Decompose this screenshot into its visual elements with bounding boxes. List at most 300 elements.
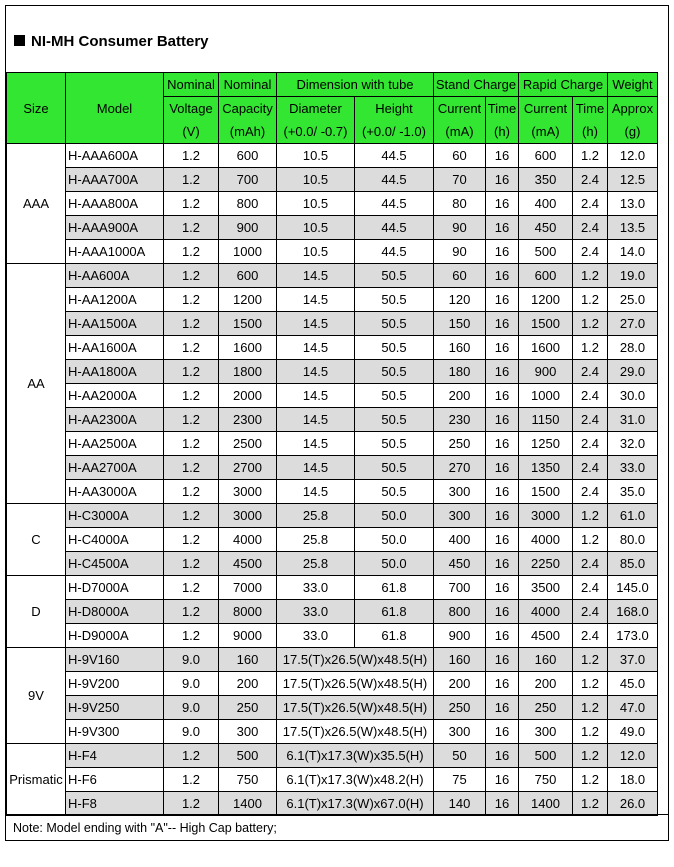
rapid-current-cell: 1250	[519, 432, 573, 456]
capacity-cell: 1600	[219, 336, 277, 360]
stand-time-cell: 16	[486, 192, 519, 216]
stand-current-cell: 60	[434, 264, 486, 288]
stand-time-cell: 16	[486, 528, 519, 552]
rapid-time-cell: 2.4	[573, 456, 608, 480]
rapid-current-cell: 350	[519, 168, 573, 192]
capacity-cell: 1400	[219, 792, 277, 816]
stand-time-cell: 16	[486, 672, 519, 696]
weight-cell: 145.0	[608, 576, 658, 600]
voltage-cell: 1.2	[164, 600, 219, 624]
stand-time-cell: 16	[486, 648, 519, 672]
stand-current-cell: 70	[434, 168, 486, 192]
height-cell: 44.5	[355, 144, 434, 168]
header-height-2: (+0.0/ -1.0)	[355, 120, 434, 144]
height-cell: 44.5	[355, 240, 434, 264]
rapid-time-cell: 1.2	[573, 768, 608, 792]
table-row	[7, 768, 658, 792]
stand-current-cell: 450	[434, 552, 486, 576]
weight-cell: 26.0	[608, 792, 658, 816]
rapid-current-cell: 450	[519, 216, 573, 240]
stand-current-cell: 300	[434, 720, 486, 744]
weight-cell: 25.0	[608, 288, 658, 312]
rapid-time-cell: 1.2	[573, 720, 608, 744]
table-row	[7, 744, 658, 768]
model-cell: H-C4500A	[66, 552, 164, 576]
model-cell: H-F8	[66, 792, 164, 816]
rapid-current-cell: 1150	[519, 408, 573, 432]
diameter-cell: 33.0	[277, 600, 355, 624]
stand-current-cell: 160	[434, 336, 486, 360]
model-cell: H-AA3000A	[66, 480, 164, 504]
model-cell: H-AAA800A	[66, 192, 164, 216]
rapid-time-cell: 2.4	[573, 552, 608, 576]
rapid-current-cell: 600	[519, 144, 573, 168]
battery-spec-table	[6, 72, 658, 816]
table-row	[7, 672, 658, 696]
table-row	[7, 168, 658, 192]
voltage-cell: 1.2	[164, 216, 219, 240]
table-row	[7, 792, 658, 816]
height-cell: 61.8	[355, 600, 434, 624]
stand-time-cell: 16	[486, 456, 519, 480]
table-row	[7, 408, 658, 432]
header-capacity-2: Capacity	[219, 97, 277, 121]
table-row	[7, 144, 658, 168]
rapid-current-cell: 900	[519, 360, 573, 384]
dimension-cell: 6.1(T)x17.3(W)x48.2(H)	[277, 768, 434, 792]
weight-cell: 29.0	[608, 360, 658, 384]
rapid-current-cell: 250	[519, 696, 573, 720]
height-cell: 50.5	[355, 312, 434, 336]
table-row	[7, 216, 658, 240]
weight-cell: 33.0	[608, 456, 658, 480]
rapid-time-cell: 2.4	[573, 240, 608, 264]
capacity-cell: 700	[219, 168, 277, 192]
stand-time-cell: 16	[486, 288, 519, 312]
model-cell: H-AA2500A	[66, 432, 164, 456]
rapid-time-cell: 2.4	[573, 432, 608, 456]
table-row	[7, 600, 658, 624]
table-row	[7, 384, 658, 408]
rapid-time-cell: 2.4	[573, 384, 608, 408]
rapid-time-cell: 1.2	[573, 672, 608, 696]
weight-cell: 31.0	[608, 408, 658, 432]
diameter-cell: 10.5	[277, 192, 355, 216]
height-cell: 50.5	[355, 360, 434, 384]
weight-cell: 80.0	[608, 528, 658, 552]
capacity-cell: 3000	[219, 480, 277, 504]
weight-cell: 14.0	[608, 240, 658, 264]
voltage-cell: 1.2	[164, 192, 219, 216]
weight-cell: 173.0	[608, 624, 658, 648]
height-cell: 50.5	[355, 264, 434, 288]
capacity-cell: 900	[219, 216, 277, 240]
weight-cell: 37.0	[608, 648, 658, 672]
voltage-cell: 1.2	[164, 480, 219, 504]
weight-cell: 18.0	[608, 768, 658, 792]
stand-current-cell: 75	[434, 768, 486, 792]
height-cell: 50.5	[355, 432, 434, 456]
model-cell: H-AAA900A	[66, 216, 164, 240]
model-cell: H-D7000A	[66, 576, 164, 600]
table-row	[7, 288, 658, 312]
size-cell: Prismatic	[7, 744, 66, 816]
header-capacity-1: Nominal	[219, 73, 277, 97]
spec-sheet	[5, 5, 669, 841]
footnote	[6, 814, 668, 841]
stand-time-cell: 16	[486, 384, 519, 408]
voltage-cell: 1.2	[164, 288, 219, 312]
height-cell: 50.0	[355, 504, 434, 528]
header-rapid-time-1: Time	[573, 97, 608, 121]
stand-current-cell: 400	[434, 528, 486, 552]
stand-time-cell: 16	[486, 792, 519, 816]
capacity-cell: 9000	[219, 624, 277, 648]
voltage-cell: 1.2	[164, 408, 219, 432]
rapid-time-cell: 2.4	[573, 624, 608, 648]
diameter-cell: 33.0	[277, 576, 355, 600]
capacity-cell: 800	[219, 192, 277, 216]
stand-time-cell: 16	[486, 408, 519, 432]
model-cell: H-AA1500A	[66, 312, 164, 336]
weight-cell: 12.0	[608, 744, 658, 768]
header-voltage-2: Voltage	[164, 97, 219, 121]
voltage-cell: 9.0	[164, 720, 219, 744]
diameter-cell: 14.5	[277, 264, 355, 288]
square-bullet-icon	[14, 35, 25, 46]
voltage-cell: 1.2	[164, 504, 219, 528]
capacity-cell: 2500	[219, 432, 277, 456]
stand-current-cell: 150	[434, 312, 486, 336]
rapid-time-cell: 2.4	[573, 576, 608, 600]
stand-current-cell: 140	[434, 792, 486, 816]
weight-cell: 28.0	[608, 336, 658, 360]
stand-current-cell: 250	[434, 696, 486, 720]
weight-cell: 12.5	[608, 168, 658, 192]
header-rapid-current-2: (mA)	[519, 120, 573, 144]
size-cell: D	[7, 576, 66, 648]
model-cell: H-9V200	[66, 672, 164, 696]
voltage-cell: 1.2	[164, 744, 219, 768]
height-cell: 44.5	[355, 168, 434, 192]
voltage-cell: 1.2	[164, 792, 219, 816]
height-cell: 50.0	[355, 552, 434, 576]
table-row	[7, 336, 658, 360]
capacity-cell: 1000	[219, 240, 277, 264]
diameter-cell: 14.5	[277, 384, 355, 408]
weight-cell: 13.5	[608, 216, 658, 240]
model-cell: H-9V250	[66, 696, 164, 720]
rapid-current-cell: 500	[519, 744, 573, 768]
model-cell: H-9V160	[66, 648, 164, 672]
dimension-cell: 17.5(T)x26.5(W)x48.5(H)	[277, 720, 434, 744]
stand-current-cell: 270	[434, 456, 486, 480]
capacity-cell: 2700	[219, 456, 277, 480]
header-voltage-3: (V)	[164, 120, 219, 144]
height-cell: 44.5	[355, 192, 434, 216]
diameter-cell: 14.5	[277, 312, 355, 336]
stand-current-cell: 900	[434, 624, 486, 648]
header-weight-3: (g)	[608, 120, 658, 144]
diameter-cell: 10.5	[277, 144, 355, 168]
stand-current-cell: 90	[434, 240, 486, 264]
rapid-current-cell: 400	[519, 192, 573, 216]
capacity-cell: 4000	[219, 528, 277, 552]
voltage-cell: 1.2	[164, 144, 219, 168]
capacity-cell: 500	[219, 744, 277, 768]
rapid-current-cell: 4000	[519, 528, 573, 552]
rapid-current-cell: 160	[519, 648, 573, 672]
stand-time-cell: 16	[486, 600, 519, 624]
table-row	[7, 432, 658, 456]
rapid-time-cell: 2.4	[573, 192, 608, 216]
model-cell: H-AA1800A	[66, 360, 164, 384]
capacity-cell: 4500	[219, 552, 277, 576]
stand-time-cell: 16	[486, 264, 519, 288]
table-row	[7, 624, 658, 648]
rapid-time-cell: 1.2	[573, 336, 608, 360]
rapid-time-cell: 2.4	[573, 408, 608, 432]
size-cell: C	[7, 504, 66, 576]
stand-time-cell: 16	[486, 744, 519, 768]
voltage-cell: 1.2	[164, 384, 219, 408]
stand-current-cell: 300	[434, 504, 486, 528]
header-model: Model	[66, 73, 164, 144]
capacity-cell: 2000	[219, 384, 277, 408]
model-cell: H-AAA700A	[66, 168, 164, 192]
table-row	[7, 360, 658, 384]
height-cell: 50.5	[355, 384, 434, 408]
weight-cell: 45.0	[608, 672, 658, 696]
voltage-cell: 1.2	[164, 240, 219, 264]
page-title	[14, 33, 209, 50]
capacity-cell: 300	[219, 720, 277, 744]
capacity-cell: 160	[219, 648, 277, 672]
stand-time-cell: 16	[486, 480, 519, 504]
height-cell: 50.5	[355, 456, 434, 480]
voltage-cell: 1.2	[164, 624, 219, 648]
header-row	[7, 73, 658, 97]
capacity-cell: 200	[219, 672, 277, 696]
stand-time-cell: 16	[486, 696, 519, 720]
diameter-cell: 10.5	[277, 168, 355, 192]
stand-time-cell: 16	[486, 768, 519, 792]
model-cell: H-D9000A	[66, 624, 164, 648]
diameter-cell: 14.5	[277, 432, 355, 456]
weight-cell: 30.0	[608, 384, 658, 408]
header-diameter-1: Diameter	[277, 97, 355, 121]
stand-current-cell: 80	[434, 192, 486, 216]
capacity-cell: 600	[219, 264, 277, 288]
rapid-current-cell: 1200	[519, 288, 573, 312]
stand-time-cell: 16	[486, 144, 519, 168]
model-cell: H-AAA1000A	[66, 240, 164, 264]
height-cell: 50.5	[355, 408, 434, 432]
dimension-cell: 6.1(T)x17.3(W)x35.5(H)	[277, 744, 434, 768]
rapid-time-cell: 1.2	[573, 288, 608, 312]
weight-cell: 13.0	[608, 192, 658, 216]
capacity-cell: 3000	[219, 504, 277, 528]
capacity-cell: 1500	[219, 312, 277, 336]
header-voltage-1: Nominal	[164, 73, 219, 97]
rapid-time-cell: 1.2	[573, 504, 608, 528]
header-capacity-3: (mAh)	[219, 120, 277, 144]
diameter-cell: 25.8	[277, 528, 355, 552]
rapid-time-cell: 2.4	[573, 480, 608, 504]
stand-time-cell: 16	[486, 168, 519, 192]
stand-current-cell: 60	[434, 144, 486, 168]
weight-cell: 35.0	[608, 480, 658, 504]
voltage-cell: 1.2	[164, 528, 219, 552]
model-cell: H-F6	[66, 768, 164, 792]
height-cell: 61.8	[355, 624, 434, 648]
voltage-cell: 1.2	[164, 336, 219, 360]
rapid-time-cell: 2.4	[573, 216, 608, 240]
stand-time-cell: 16	[486, 240, 519, 264]
header-height-1: Height	[355, 97, 434, 121]
stand-time-cell: 16	[486, 336, 519, 360]
capacity-cell: 1800	[219, 360, 277, 384]
rapid-current-cell: 2250	[519, 552, 573, 576]
capacity-cell: 750	[219, 768, 277, 792]
voltage-cell: 1.2	[164, 168, 219, 192]
height-cell: 50.5	[355, 288, 434, 312]
weight-cell: 49.0	[608, 720, 658, 744]
size-cell: AAA	[7, 144, 66, 264]
weight-cell: 27.0	[608, 312, 658, 336]
stand-current-cell: 250	[434, 432, 486, 456]
weight-cell: 32.0	[608, 432, 658, 456]
height-cell: 50.0	[355, 528, 434, 552]
diameter-cell: 25.8	[277, 552, 355, 576]
stand-current-cell: 180	[434, 360, 486, 384]
rapid-current-cell: 3000	[519, 504, 573, 528]
weight-cell: 12.0	[608, 144, 658, 168]
table-row	[7, 504, 658, 528]
stand-current-cell: 50	[434, 744, 486, 768]
table-row	[7, 648, 658, 672]
rapid-current-cell: 1400	[519, 792, 573, 816]
header-stand-time-1: Time	[486, 97, 519, 121]
capacity-cell: 8000	[219, 600, 277, 624]
voltage-cell: 1.2	[164, 360, 219, 384]
stand-current-cell: 230	[434, 408, 486, 432]
voltage-cell: 1.2	[164, 768, 219, 792]
rapid-current-cell: 300	[519, 720, 573, 744]
rapid-current-cell: 500	[519, 240, 573, 264]
table-row	[7, 264, 658, 288]
table-row	[7, 240, 658, 264]
table-row	[7, 528, 658, 552]
header-rapid-charge: Rapid Charge	[519, 73, 608, 97]
rapid-current-cell: 1350	[519, 456, 573, 480]
stand-time-cell: 16	[486, 624, 519, 648]
rapid-time-cell: 1.2	[573, 792, 608, 816]
rapid-time-cell: 1.2	[573, 648, 608, 672]
model-cell: H-AA2700A	[66, 456, 164, 480]
capacity-cell: 7000	[219, 576, 277, 600]
dimension-cell: 17.5(T)x26.5(W)x48.5(H)	[277, 648, 434, 672]
capacity-cell: 250	[219, 696, 277, 720]
rapid-current-cell: 1000	[519, 384, 573, 408]
stand-current-cell: 200	[434, 672, 486, 696]
table-row	[7, 552, 658, 576]
stand-time-cell: 16	[486, 432, 519, 456]
weight-cell: 47.0	[608, 696, 658, 720]
header-stand-current-1: Current	[434, 97, 486, 121]
footnote-text: Note: Model ending with "A"-- High Cap battery;	[13, 821, 277, 835]
rapid-current-cell: 200	[519, 672, 573, 696]
voltage-cell: 9.0	[164, 672, 219, 696]
table-row	[7, 576, 658, 600]
stand-current-cell: 300	[434, 480, 486, 504]
header-weight-1: Weight	[608, 73, 658, 97]
rapid-current-cell: 600	[519, 264, 573, 288]
height-cell: 50.5	[355, 336, 434, 360]
stand-current-cell: 800	[434, 600, 486, 624]
voltage-cell: 1.2	[164, 432, 219, 456]
diameter-cell: 33.0	[277, 624, 355, 648]
rapid-time-cell: 2.4	[573, 600, 608, 624]
stand-time-cell: 16	[486, 504, 519, 528]
rapid-time-cell: 1.2	[573, 312, 608, 336]
header-diameter-2: (+0.0/ -0.7)	[277, 120, 355, 144]
header-size: Size	[7, 73, 66, 144]
rapid-current-cell: 1600	[519, 336, 573, 360]
voltage-cell: 1.2	[164, 264, 219, 288]
model-cell: H-AA1600A	[66, 336, 164, 360]
voltage-cell: 1.2	[164, 312, 219, 336]
rapid-time-cell: 2.4	[573, 360, 608, 384]
rapid-current-cell: 4500	[519, 624, 573, 648]
header-stand-current-2: (mA)	[434, 120, 486, 144]
size-cell: AA	[7, 264, 66, 504]
header-rapid-time-2: (h)	[573, 120, 608, 144]
rapid-time-cell: 1.2	[573, 144, 608, 168]
header-dimension: Dimension with tube	[277, 73, 434, 97]
diameter-cell: 10.5	[277, 240, 355, 264]
stand-current-cell: 200	[434, 384, 486, 408]
diameter-cell: 14.5	[277, 480, 355, 504]
model-cell: H-C4000A	[66, 528, 164, 552]
voltage-cell: 9.0	[164, 696, 219, 720]
capacity-cell: 1200	[219, 288, 277, 312]
voltage-cell: 9.0	[164, 648, 219, 672]
model-cell: H-AA600A	[66, 264, 164, 288]
table-row	[7, 192, 658, 216]
diameter-cell: 14.5	[277, 360, 355, 384]
capacity-cell: 2300	[219, 408, 277, 432]
stand-time-cell: 16	[486, 360, 519, 384]
table-row	[7, 720, 658, 744]
stand-time-cell: 16	[486, 312, 519, 336]
rapid-time-cell: 1.2	[573, 696, 608, 720]
size-cell: 9V	[7, 648, 66, 744]
weight-cell: 85.0	[608, 552, 658, 576]
voltage-cell: 1.2	[164, 552, 219, 576]
diameter-cell: 14.5	[277, 408, 355, 432]
stand-current-cell: 160	[434, 648, 486, 672]
model-cell: H-C3000A	[66, 504, 164, 528]
model-cell: H-AAA600A	[66, 144, 164, 168]
title-bar	[6, 6, 668, 72]
dimension-cell: 17.5(T)x26.5(W)x48.5(H)	[277, 696, 434, 720]
dimension-cell: 17.5(T)x26.5(W)x48.5(H)	[277, 672, 434, 696]
rapid-current-cell: 750	[519, 768, 573, 792]
height-cell: 44.5	[355, 216, 434, 240]
voltage-cell: 1.2	[164, 576, 219, 600]
model-cell: H-AA1200A	[66, 288, 164, 312]
